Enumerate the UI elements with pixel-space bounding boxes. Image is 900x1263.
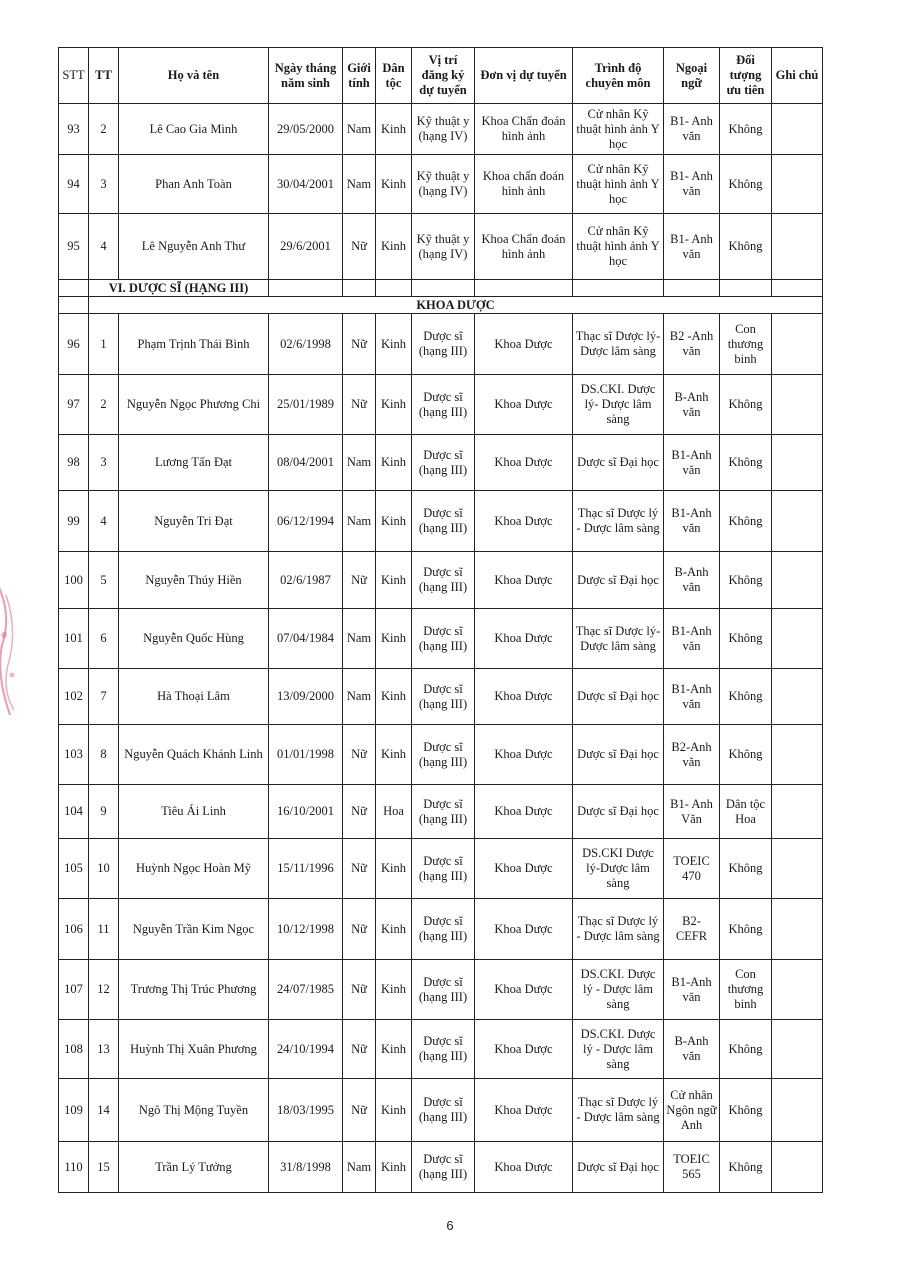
section-row <box>59 280 823 297</box>
cell-position: Dược sĩ (hạng III) <box>412 375 475 435</box>
cell-priority: Không <box>720 609 772 669</box>
cell-language: B2- CEFR <box>664 899 720 960</box>
cell-stt: 94 <box>59 155 89 214</box>
cell-name: Lê Cao Gia Minh <box>119 104 269 155</box>
cell-gender: Nữ <box>343 314 376 375</box>
table-row <box>59 899 823 960</box>
cell-dob: 02/6/1998 <box>269 314 343 375</box>
cell-note <box>772 214 823 280</box>
cell-name: Nguyễn Thúy Hiền <box>119 552 269 609</box>
cell-tt: 12 <box>89 960 119 1020</box>
cell-language: B1-Anh văn <box>664 960 720 1020</box>
cell-tt: 9 <box>89 785 119 839</box>
table-body-top <box>59 104 823 280</box>
cell-tt: 14 <box>89 1079 119 1142</box>
cell-dob: 10/12/1998 <box>269 899 343 960</box>
cell-note <box>772 899 823 960</box>
cell-qualification: Dược sĩ Đại học <box>573 1142 664 1193</box>
cell-tt: 7 <box>89 669 119 725</box>
cell-language: B1- Anh văn <box>664 155 720 214</box>
cell-gender: Nam <box>343 155 376 214</box>
section-cell <box>269 280 343 297</box>
table-row <box>59 1079 823 1142</box>
table-row <box>59 104 823 155</box>
cell-note <box>772 491 823 552</box>
cell-ethnicity: Kinh <box>376 609 412 669</box>
cell-language: B2-Anh văn <box>664 725 720 785</box>
cell-dob: 31/8/1998 <box>269 1142 343 1193</box>
cell-qualification: Thạc sĩ Dược lý- Dược lâm sàng <box>573 609 664 669</box>
cell-gender: Nam <box>343 1142 376 1193</box>
cell-note <box>772 960 823 1020</box>
cell-position: Kỹ thuật y (hạng IV) <box>412 155 475 214</box>
cell-qualification: Thạc sĩ Dược lý - Dược lâm sàng <box>573 1079 664 1142</box>
cell-dob: 01/01/1998 <box>269 725 343 785</box>
cell-unit: Khoa Dược <box>475 839 573 899</box>
cell-ethnicity: Kinh <box>376 669 412 725</box>
cell-note <box>772 155 823 214</box>
cell-stt: 98 <box>59 435 89 491</box>
cell-name: Nguyễn Tri Đạt <box>119 491 269 552</box>
cell-qualification: Dược sĩ Đại học <box>573 725 664 785</box>
cell-language: B-Anh văn <box>664 552 720 609</box>
cell-unit: Khoa Dược <box>475 960 573 1020</box>
cell-name: Nguyễn Quốc Hùng <box>119 609 269 669</box>
cell-gender: Nữ <box>343 899 376 960</box>
cell-gender: Nữ <box>343 839 376 899</box>
cell-position: Dược sĩ (hạng III) <box>412 435 475 491</box>
cell-stt: 107 <box>59 960 89 1020</box>
cell-stt: 109 <box>59 1079 89 1142</box>
cell-unit: Khoa Chẩn đoán hình ảnh <box>475 214 573 280</box>
cell-note <box>772 785 823 839</box>
table-row <box>59 669 823 725</box>
cell-gender: Nữ <box>343 375 376 435</box>
cell-tt: 8 <box>89 725 119 785</box>
cell-gender: Nữ <box>343 1079 376 1142</box>
cell-tt: 3 <box>89 155 119 214</box>
cell-stt: 101 <box>59 609 89 669</box>
cell-stt: 102 <box>59 669 89 725</box>
table-row <box>59 435 823 491</box>
cell-position: Dược sĩ (hạng III) <box>412 491 475 552</box>
cell-unit: Khoa Dược <box>475 435 573 491</box>
header-ethnicity: Dân tộc <box>376 48 412 104</box>
header-row <box>59 48 823 104</box>
cell-dob: 25/01/1989 <box>269 375 343 435</box>
cell-ethnicity: Kinh <box>376 1079 412 1142</box>
cell-language: B1-Anh văn <box>664 669 720 725</box>
header-priority: Đối tượng ưu tiên <box>720 48 772 104</box>
cell-note <box>772 839 823 899</box>
cell-note <box>772 1079 823 1142</box>
cell-ethnicity: Kinh <box>376 839 412 899</box>
header-qualification: Trình độ chuyên môn <box>573 48 664 104</box>
section-cell <box>664 280 720 297</box>
cell-position: Dược sĩ (hạng III) <box>412 552 475 609</box>
cell-name: Trần Lý Tưởng <box>119 1142 269 1193</box>
cell-position: Dược sĩ (hạng III) <box>412 725 475 785</box>
cell-dob: 18/03/1995 <box>269 1079 343 1142</box>
cell-dob: 08/04/2001 <box>269 435 343 491</box>
cell-ethnicity: Kinh <box>376 899 412 960</box>
cell-name: Hà Thoại Lâm <box>119 669 269 725</box>
table-row <box>59 552 823 609</box>
cell-ethnicity: Kinh <box>376 375 412 435</box>
cell-tt: 3 <box>89 435 119 491</box>
header-gender: Giới tính <box>343 48 376 104</box>
cell-unit: Khoa Dược <box>475 375 573 435</box>
cell-stt: 103 <box>59 725 89 785</box>
cell-position: Kỹ thuật y (hạng IV) <box>412 214 475 280</box>
cell-priority: Không <box>720 214 772 280</box>
cell-priority: Con thương binh <box>720 960 772 1020</box>
cell-note <box>772 725 823 785</box>
cell-ethnicity: Kinh <box>376 104 412 155</box>
cell-priority: Dân tộc Hoa <box>720 785 772 839</box>
subsection-cell-stt <box>59 297 89 314</box>
cell-stt: 96 <box>59 314 89 375</box>
cell-unit: Khoa Dược <box>475 1079 573 1142</box>
cell-unit: Khoa Dược <box>475 552 573 609</box>
cell-note <box>772 1142 823 1193</box>
cell-priority: Không <box>720 155 772 214</box>
cell-qualification: Thạc sĩ Dược lý - Dược lâm sàng <box>573 491 664 552</box>
cell-tt: 1 <box>89 314 119 375</box>
header-dob: Ngày tháng năm sinh <box>269 48 343 104</box>
cell-gender: Nữ <box>343 214 376 280</box>
cell-note <box>772 104 823 155</box>
cell-tt: 5 <box>89 552 119 609</box>
cell-unit: Khoa Dược <box>475 1142 573 1193</box>
cell-tt: 4 <box>89 491 119 552</box>
section-cell <box>573 280 664 297</box>
cell-language: B1- Anh Văn <box>664 785 720 839</box>
cell-position: Dược sĩ (hạng III) <box>412 899 475 960</box>
cell-language: B1-Anh văn <box>664 609 720 669</box>
candidate-table <box>58 47 823 1193</box>
cell-qualification: Dược sĩ Đại học <box>573 785 664 839</box>
cell-qualification: DS.CKI Dược lý-Dược lâm sàng <box>573 839 664 899</box>
cell-tt: 13 <box>89 1020 119 1079</box>
cell-ethnicity: Kinh <box>376 491 412 552</box>
cell-qualification: Cử nhân Kỹ thuật hình ảnh Y học <box>573 155 664 214</box>
cell-name: Huỳnh Thị Xuân Phương <box>119 1020 269 1079</box>
cell-ethnicity: Kinh <box>376 1142 412 1193</box>
cell-stt: 104 <box>59 785 89 839</box>
cell-qualification: Thạc sĩ Dược lý - Dược lâm sàng <box>573 899 664 960</box>
cell-qualification: Thạc sĩ Dược lý- Dược lâm sàng <box>573 314 664 375</box>
cell-position: Dược sĩ (hạng III) <box>412 960 475 1020</box>
cell-priority: Không <box>720 491 772 552</box>
section-cell <box>720 280 772 297</box>
cell-dob: 02/6/1987 <box>269 552 343 609</box>
cell-gender: Nam <box>343 491 376 552</box>
cell-name: Ngô Thị Mộng Tuyền <box>119 1079 269 1142</box>
cell-dob: 16/10/2001 <box>269 785 343 839</box>
section-cell <box>475 280 573 297</box>
table-row <box>59 155 823 214</box>
cell-name: Nguyễn Quách Khánh Linh <box>119 725 269 785</box>
section-cell <box>772 280 823 297</box>
cell-language: B1- Anh văn <box>664 104 720 155</box>
cell-name: Huỳnh Ngọc Hoàn Mỹ <box>119 839 269 899</box>
header-name: Họ và tên <box>119 48 269 104</box>
cell-dob: 07/04/1984 <box>269 609 343 669</box>
cell-position: Dược sĩ (hạng III) <box>412 1142 475 1193</box>
cell-position: Dược sĩ (hạng III) <box>412 669 475 725</box>
cell-unit: Khoa Dược <box>475 725 573 785</box>
cell-gender: Nam <box>343 435 376 491</box>
table-row <box>59 491 823 552</box>
cell-tt: 15 <box>89 1142 119 1193</box>
cell-unit: Khoa Dược <box>475 609 573 669</box>
cell-qualification: Dược sĩ Đại học <box>573 669 664 725</box>
cell-gender: Nữ <box>343 960 376 1020</box>
cell-priority: Không <box>720 839 772 899</box>
cell-name: Trương Thị Trúc Phương <box>119 960 269 1020</box>
header-position: Vị trí đăng ký dự tuyển <box>412 48 475 104</box>
cell-dob: 13/09/2000 <box>269 669 343 725</box>
cell-stt: 108 <box>59 1020 89 1079</box>
cell-language: B1-Anh văn <box>664 435 720 491</box>
header-language: Ngoại ngữ <box>664 48 720 104</box>
cell-priority: Không <box>720 1142 772 1193</box>
cell-qualification: DS.CKI. Dược lý - Dược lâm sàng <box>573 960 664 1020</box>
cell-name: Nguyễn Trần Kim Ngọc <box>119 899 269 960</box>
cell-note <box>772 435 823 491</box>
cell-gender: Nữ <box>343 725 376 785</box>
cell-language: B-Anh văn <box>664 375 720 435</box>
cell-name: Lương Tấn Đạt <box>119 435 269 491</box>
cell-qualification: Dược sĩ Đại học <box>573 435 664 491</box>
cell-dob: 24/07/1985 <box>269 960 343 1020</box>
cell-dob: 29/6/2001 <box>269 214 343 280</box>
cell-note <box>772 314 823 375</box>
cell-ethnicity: Kinh <box>376 725 412 785</box>
cell-qualification: DS.CKI. Dược lý- Dược lâm sàng <box>573 375 664 435</box>
cell-priority: Không <box>720 375 772 435</box>
cell-name: Lê Nguyễn Anh Thư <box>119 214 269 280</box>
cell-dob: 06/12/1994 <box>269 491 343 552</box>
cell-language: B1-Anh văn <box>664 491 720 552</box>
cell-stt: 97 <box>59 375 89 435</box>
table-row <box>59 314 823 375</box>
cell-stt: 99 <box>59 491 89 552</box>
cell-unit: Khoa Chẩn đoán hình ảnh <box>475 104 573 155</box>
red-stamp-mark <box>0 575 28 725</box>
cell-language: TOEIC 565 <box>664 1142 720 1193</box>
cell-stt: 93 <box>59 104 89 155</box>
cell-note <box>772 1020 823 1079</box>
cell-ethnicity: Kinh <box>376 155 412 214</box>
cell-stt: 110 <box>59 1142 89 1193</box>
section-cell <box>376 280 412 297</box>
cell-ethnicity: Kinh <box>376 960 412 1020</box>
cell-position: Dược sĩ (hạng III) <box>412 314 475 375</box>
cell-priority: Không <box>720 1020 772 1079</box>
cell-priority: Không <box>720 1079 772 1142</box>
cell-gender: Nam <box>343 669 376 725</box>
cell-ethnicity: Kinh <box>376 552 412 609</box>
cell-note <box>772 609 823 669</box>
cell-dob: 24/10/1994 <box>269 1020 343 1079</box>
cell-qualification: Dược sĩ Đại học <box>573 552 664 609</box>
cell-position: Dược sĩ (hạng III) <box>412 1020 475 1079</box>
cell-position: Dược sĩ (hạng III) <box>412 839 475 899</box>
table-row <box>59 785 823 839</box>
table-body-bottom <box>59 314 823 1193</box>
cell-qualification: DS.CKI. Dược lý - Dược lâm sàng <box>573 1020 664 1079</box>
cell-gender: Nữ <box>343 1020 376 1079</box>
cell-gender: Nam <box>343 609 376 669</box>
section-cell <box>412 280 475 297</box>
section-cell-stt <box>59 280 89 297</box>
section-cell <box>343 280 376 297</box>
cell-stt: 105 <box>59 839 89 899</box>
cell-position: Dược sĩ (hạng III) <box>412 1079 475 1142</box>
cell-qualification: Cử nhân Kỹ thuật hình ảnh Y học <box>573 104 664 155</box>
section-rows <box>59 280 823 314</box>
cell-priority: Không <box>720 552 772 609</box>
cell-ethnicity: Hoa <box>376 785 412 839</box>
table-row <box>59 214 823 280</box>
cell-tt: 6 <box>89 609 119 669</box>
table-row <box>59 725 823 785</box>
cell-name: Phạm Trịnh Thái Bình <box>119 314 269 375</box>
cell-note <box>772 552 823 609</box>
subsection-row <box>59 297 823 314</box>
table-row <box>59 1142 823 1193</box>
cell-position: Kỹ thuật y (hạng IV) <box>412 104 475 155</box>
cell-language: B-Anh văn <box>664 1020 720 1079</box>
cell-tt: 4 <box>89 214 119 280</box>
cell-priority: Không <box>720 725 772 785</box>
cell-dob: 29/05/2000 <box>269 104 343 155</box>
cell-stt: 100 <box>59 552 89 609</box>
cell-dob: 30/04/2001 <box>269 155 343 214</box>
header-stt: STT <box>59 48 89 104</box>
table-row <box>59 960 823 1020</box>
cell-unit: Khoa Dược <box>475 491 573 552</box>
cell-unit: Khoa Dược <box>475 1020 573 1079</box>
cell-tt: 2 <box>89 104 119 155</box>
cell-name: Tiêu Ái Linh <box>119 785 269 839</box>
cell-priority: Con thương binh <box>720 314 772 375</box>
cell-note <box>772 375 823 435</box>
cell-priority: Không <box>720 669 772 725</box>
cell-dob: 15/11/1996 <box>269 839 343 899</box>
cell-unit: Khoa Dược <box>475 785 573 839</box>
cell-stt: 106 <box>59 899 89 960</box>
header-tt: TT <box>89 48 119 104</box>
cell-priority: Không <box>720 104 772 155</box>
cell-qualification: Cử nhân Kỹ thuật hình ảnh Y học <box>573 214 664 280</box>
table-row <box>59 839 823 899</box>
cell-note <box>772 669 823 725</box>
cell-language: B1- Anh văn <box>664 214 720 280</box>
cell-name: Nguyễn Ngọc Phương Chi <box>119 375 269 435</box>
cell-gender: Nam <box>343 104 376 155</box>
cell-language: Cử nhân Ngôn ngữ Anh <box>664 1079 720 1142</box>
cell-position: Dược sĩ (hạng III) <box>412 609 475 669</box>
cell-tt: 2 <box>89 375 119 435</box>
header-note: Ghi chú <box>772 48 823 104</box>
cell-ethnicity: Kinh <box>376 435 412 491</box>
page-number: 6 <box>446 1218 454 1233</box>
cell-ethnicity: Kinh <box>376 314 412 375</box>
cell-unit: Khoa Dược <box>475 314 573 375</box>
cell-priority: Không <box>720 899 772 960</box>
cell-tt: 10 <box>89 839 119 899</box>
section-title: VI. DƯỢC SĨ (HẠNG III) <box>89 280 269 297</box>
cell-unit: Khoa chẩn đoán hình ảnh <box>475 155 573 214</box>
cell-language: TOEIC 470 <box>664 839 720 899</box>
table-row <box>59 1020 823 1079</box>
cell-language: B2 -Anh văn <box>664 314 720 375</box>
cell-stt: 95 <box>59 214 89 280</box>
cell-ethnicity: Kinh <box>376 1020 412 1079</box>
cell-unit: Khoa Dược <box>475 669 573 725</box>
cell-unit: Khoa Dược <box>475 899 573 960</box>
cell-ethnicity: Kinh <box>376 214 412 280</box>
cell-position: Dược sĩ (hạng III) <box>412 785 475 839</box>
cell-priority: Không <box>720 435 772 491</box>
table-row <box>59 375 823 435</box>
cell-name: Phan Anh Toàn <box>119 155 269 214</box>
subsection-title: KHOA DƯỢC <box>89 297 823 314</box>
table-row <box>59 609 823 669</box>
cell-gender: Nữ <box>343 552 376 609</box>
cell-gender: Nữ <box>343 785 376 839</box>
header-unit: Đơn vị dự tuyển <box>475 48 573 104</box>
cell-tt: 11 <box>89 899 119 960</box>
